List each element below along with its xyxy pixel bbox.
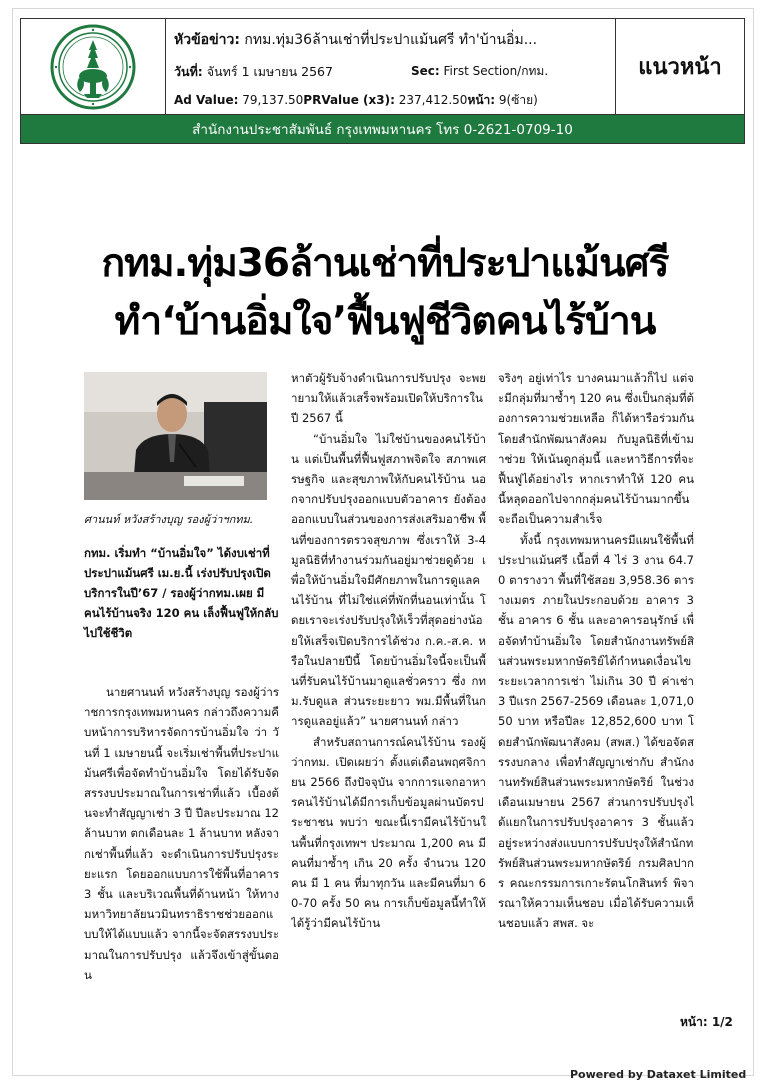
paragraph: ทั้งนี้ กรุงเทพมหานครมีแผนใช้พื้นที่ประปาแม้นศรี เนื้อที่ 4 ไร่ 3 งาน 64.70 ตารางวา พื้นที่ใช้สอย 3,958.36 ตารางเมตร ภายในประกอบด้วย อาคาร 3 ชั้น อาคาร 6 ชั้น และอาคารอนุรักษ์ เพื่อจัดทำบ้านอิ่มใจ โดยสำนักงานทรัพย์สินส่วนพระมหากษัตริย์ได้กำหนดเงื่อนไขระยะเวลาการเช่า ไม่เกิน 30 ปี ค่าเช่า 3 ปีแรก 2567-2569 เดือนละ 1,071,050 บาท หรือปีละ 12,852,600 บาท โดยสำนักพัฒนาสังคม (สพส.) ได้ขอจัดสรรงบกลาง เพื่อทำสัญญาเช่ากับ สำนักงานทรัพย์สินส่วนพระมหากษัตริย์ ในช่วงเดือนเมษายน 2567 ส่วนการปรับปรุงได้แยกในการปรับปรุงอาคาร 3 ชั้นแล้ว อยู่ระหว่างส่งแบบการปรับปรุงให้สำนักทรัพย์สินส่วนพระมหากษัตริย์ กรมศิลปากร คณะกรรมการเกาะรัตนโกสินทร์ พิจารณาให้ความเห็นชอบ เมื่อได้รับความเห็นชอบแล้ว สพส. จะ [498, 532, 694, 931]
paragraph: นายศานนท์ หวังสร้างบุญ รองผู้ว่าราชการกรุงเทพมหานคร กล่าวถึงความคืบหน้าการบริหารจัดการบ้านอิ่มใจ ว่า วันที่ 1 เมษายนนี้ จะเริ่มเช่าพื้นที่ประปาแม้นศรีเพื่อจัดทำบ้านอิ่มใจ โดยได้รับจัดสรรงบประมาณในการเช่าที่แล้ว เบื้องต้นจะทำสัญญาเช่า 3 ปี ปีละประมาณ 12 ล้านบาท ตกเดือนละ 1 ล้านบาท หลังจากเช่าพื้นที่แล้ว จะดำเนินการปรับปรุงระยะแรก โดยออกแบบการใช้พื้นที่อาคาร 3 ชั้น และบริเวณพื้นที่ด้านหน้า ให้ทางมหาวิทยาลัยนวมินทราธิราชช่วยออกแบบให้ได้แบบแล้ว จากนี้จะจัดสรรงบประมาณในการปรับปรุง แล้วจึงเข้าสู่ขั้นตอน [84, 685, 279, 982]
article-photo [84, 372, 267, 500]
ad-value: 79,137.50 [242, 93, 304, 107]
article-title-line-2: ทำ‘บ้านอิ่มใจ’ฟื้นฟูชีวิตคนไร้บ้าน [114, 299, 656, 344]
ad-value-label: Ad Value: [174, 93, 239, 107]
pr-value: 237,412.50 [398, 93, 468, 107]
article-column-3 [498, 368, 694, 980]
photo-caption: ศานนท์ หวังสร้างบุญ รองผู้ว่าฯกทม. [84, 513, 254, 526]
date-value: จันทร์ 1 เมษายน 2567 [206, 64, 333, 79]
paragraph: จริงๆ อยู่เท่าไร บางคนมาแล้วก็ไป แต่จะมีกลุ่มที่มาซ้ำๆ 120 คน ซึ่งเป็นกลุ่มที่ต้องการความช่วยเหลือ ก็ได้หารือร่วมกันโดยสำนักพัฒนาสังคม กับมูลนิธิที่เข้ามาช่วย ให้เน้นดูกลุ่มนี้ และหาวิธีการที่จะฟื้นฟูได้อย่างไร หากเราทำให้ 120 คนนี้หลุดออกไปจากกลุ่มคนไร้บ้านมากขึ้น จะถือเป็นความสำเร็จ [498, 371, 694, 527]
date-row [174, 62, 333, 82]
page-value: 9(ซ้าย) [498, 93, 538, 107]
paragraph: หาตัวผู้รับจ้างดำเนินการปรับปรุง จะพยายามให้แล้วเสร็จพร้อมเปิดให้บริการในปี 2567 นี้ [291, 371, 486, 426]
bangkok-seal-icon [50, 24, 136, 110]
sec-label: Sec: [411, 64, 440, 78]
newspaper-name: แนวหน้า [638, 55, 722, 80]
article-column-1 [84, 682, 279, 982]
date-label: วันที่: [174, 64, 203, 79]
page-counter: หน้า: 1/2 [680, 1015, 733, 1029]
clipping-header [20, 18, 745, 144]
page-label: หน้า: [467, 93, 496, 107]
office-contact-bar: สำนักงานประชาสัมพันธ์ กรุงเทพมหานคร โทร 0-2621-0709-10 [21, 114, 744, 143]
article-column-2 [291, 368, 486, 980]
value-row [174, 91, 538, 110]
article-lead: กทม. เริ่มทำ “บ้านอิ่มใจ” ได้งบเช่าที่ประปาแม้นศรี เม.ย.นี้ เร่งปรับปรุงเปิดบริการในปี’67 / รองผู้ว่ากทม.เผย มีคนไร้บ้านจริง 120 คน เล็งฟื้นฟูให้กลับไปใช้ชีวิต [84, 546, 279, 640]
paragraph: “บ้านอิ่มใจ ไม่ใช่บ้านของคนไร้บ้าน แต่เป็นพื้นที่ฟื้นฟูสภาพจิตใจ สภาพเศรษฐกิจ และสุขภาพให้กับคนไร้บ้าน นอกจากปรับปรุงออกแบบตัวอาคาร ยังต้องออกแบบในส่วนของการส่งเสริมอาชีพ พื้นที่ของการตรวจสุขภาพ ซึ่งเราให้ 3-4 มูลนิธิที่ทำงานร่วมกันอยู่มาช่วยดูด้วย เพื่อให้บ้านอิ่มใจมีศักยภาพในการดูแลคนไร้บ้าน ที่ไม่ใช่แค่ที่พักที่นอนเท่านั้น โดยเราจะเร่งปรับปรุงให้เร็วที่สุดอย่างน้อยให้เสร็จเปิดบริการได้ช่วง ก.ค.-ส.ค. หรือในปลายปีนี้ โดยบ้านอิ่มใจนี้จะเป็นพื้นที่รับคนไร้บ้านมาดูแลชั่วคราว ซึ่ง กทม.รับดูแล ส่วนระยะยาว พม.มีพื้นที่ในการดูแลอยู่แล้ว” นายศานนท์ กล่าว [291, 431, 486, 729]
section-row [411, 62, 548, 81]
headline-value: กทม.ทุ่ม36ล้านเช่าที่ประปาแม้นศรี ทำ'บ้านอิ่ม... [244, 32, 538, 48]
paragraph: สำหรับสถานการณ์คนไร้บ้าน รองผู้ว่ากทม. เปิดเผยว่า ตั้งแต่เดือนพฤศจิกายน 2566 ถึงปัจจุบัน จากการแจกอาหารคนไร้บ้านได้มีการเก็บข้อมูลผ่านบัตรประชาชน พบว่า ขณะนี้เรามีคนไร้บ้านในพื้นที่กรุงเทพฯ ประมาณ 1,200 คน มีคนที่มาซ้ำๆ เกิน 20 ครั้ง จำนวน 120 คน มี 1 คน ที่มาทุกวัน และมีคนที่มา 60-70 ครั้ง 50 คน การเก็บข้อมูลนี้ทำให้ได้รู้ว่ามีคนไร้บ้าน [291, 734, 486, 931]
headline-row [174, 29, 537, 51]
clipping-info [166, 19, 616, 114]
logo-cell [21, 19, 166, 114]
powered-by: Powered by Dataxet Limited [570, 1068, 747, 1081]
article-title-line-1: กทม.ทุ่ม36ล้านเช่าที่ประปาแม้นศรี [101, 241, 669, 286]
sec-value: First Section/กทม. [443, 64, 549, 78]
headline-label: หัวข้อข่าว: [174, 32, 240, 48]
pr-value-label: PRValue (x3): [303, 93, 395, 107]
portrait-photo-icon [84, 372, 267, 500]
